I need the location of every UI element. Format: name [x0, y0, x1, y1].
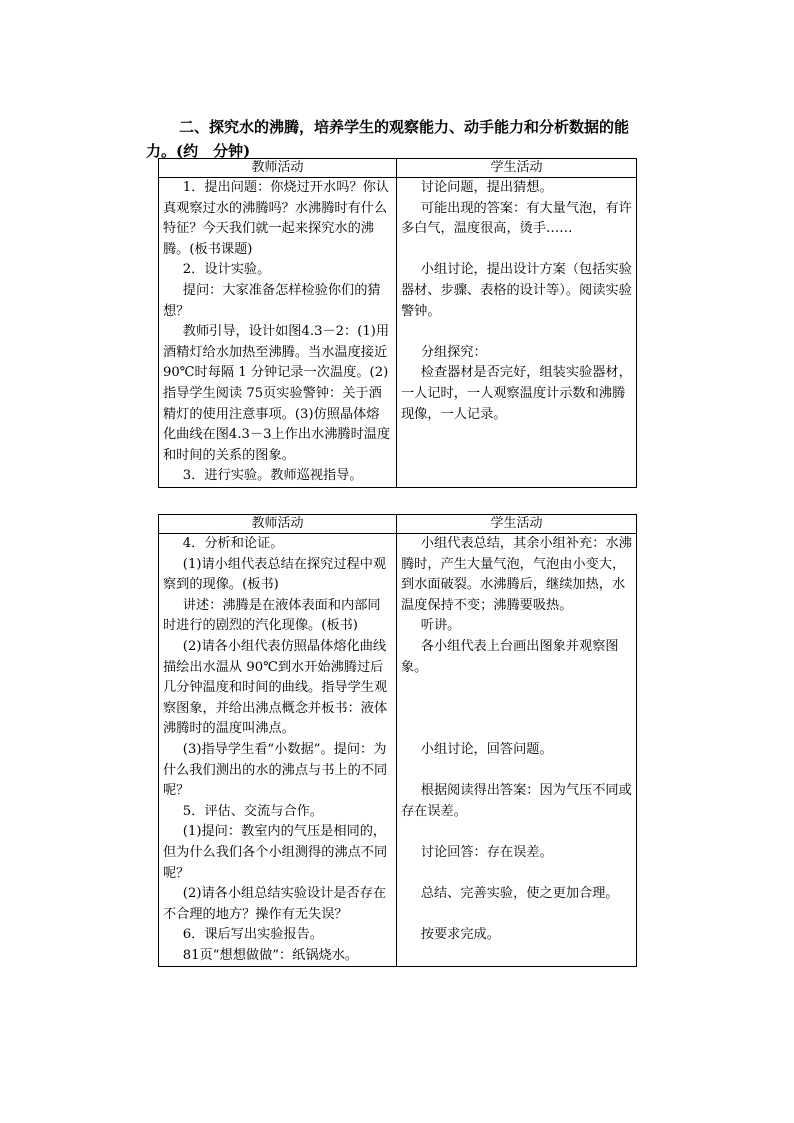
teacher-paragraph: 1．提出问题：你烧过开水吗？你认真观察过水的沸腾吗？水沸腾时有什么特征？今天我们就一起来探究水的沸腾。(板书课题) — [163, 180, 389, 257]
student-paragraph: 听讲。 — [420, 618, 461, 634]
spacer — [401, 322, 632, 343]
teacher-activity-header: 教师活动 — [159, 159, 397, 178]
teacher-paragraph: 4．分析和论证。 — [182, 536, 284, 551]
table-header-row — [159, 159, 637, 178]
table-header-row — [159, 515, 637, 534]
teacher-paragraph: 提问：大家准备怎样检验你们的猜想？ — [163, 282, 381, 319]
teacher-paragraph: (1)提问：教室内的气压是相同的，但为什么我们各个小组测得的沸点不同呢？ — [163, 824, 388, 881]
teacher-paragraph: 教师引导，设计如图4.3－2：(1)用酒精灯给水加热至沸腾。当水温度接近 90℃时每隔 1 分钟记录一次温度。(2)指导学生阅读 75页实验警钟：关于酒精灯的使用注意事项。(3)仿照晶体熔化曲线在图4.3－3上作出水沸腾时温度和时间的关系的图象。 — [163, 324, 391, 463]
spacer — [401, 240, 632, 261]
teacher-paragraph: 3．进行实验。教师巡视指导。 — [182, 468, 363, 484]
teacher-paragraph: 81页“想想做做”：纸锅烧水。 — [182, 947, 359, 963]
teacher-activity-cell — [159, 178, 397, 488]
student-paragraph: 小组讨论，提出设计方案（包括实验器材、步骤、表格的设计等）。阅读实验警钟。 — [401, 262, 632, 319]
spacer — [401, 864, 632, 885]
teacher-paragraph: (2)请各小组代表仿照晶体熔化曲线描绘出水温从 90℃到水开始沸腾过后几分钟温度和时间的曲线。指导学生观察图象，并给出沸点概念并板书：液体沸腾时的温度叫沸点。 — [163, 638, 388, 737]
spacer — [401, 719, 632, 740]
teacher-paragraph: 5．评估、交流与合作。 — [182, 803, 324, 819]
activity-table-1 — [158, 158, 637, 488]
teacher-paragraph: (1)请小组代表总结在探究过程中观察到的现像。(板书) — [163, 556, 387, 593]
student-paragraph: 按要求完成。 — [420, 927, 500, 943]
teacher-paragraph: 6．课后写出实验报告。 — [182, 927, 324, 943]
student-paragraph: 讨论问题，提出猜想。 — [420, 180, 553, 195]
spacer — [401, 822, 632, 843]
teacher-paragraph: (3)指导学生看“小数据”。提问：为什么我们测出的水的沸点与书上的不同呢？ — [163, 741, 388, 799]
student-paragraph: 小组讨论，回答问题。 — [420, 741, 553, 757]
student-paragraph: 总结、完善实验，使之更加合理。 — [420, 886, 619, 902]
student-activity-cell — [397, 534, 637, 967]
student-paragraph: 可能出现的答案：有大量气泡，有许多白气，温度很高，烫手…… — [401, 200, 632, 237]
teacher-activity-header: 教师活动 — [159, 515, 397, 534]
table-row — [159, 178, 637, 488]
student-paragraph: 检查器材是否完好，组装实验器材，一人记时，一人观察温度计示数和沸腾现像，一人记录。 — [401, 365, 632, 422]
student-paragraph: 小组代表总结，其余小组补充：水沸腾时，产生大量气泡，气泡由小变大，到水面破裂。水沸腾后，继续加热，水温度保持不变；沸腾要吸热。 — [401, 536, 632, 613]
spacer — [401, 699, 632, 720]
spacer — [401, 678, 632, 699]
student-paragraph: 分组探究： — [420, 344, 487, 360]
section-heading: 二、探究水的沸腾，培养学生的观察能力、动手能力和分析数据的能力。(约 分钟) — [146, 118, 630, 160]
student-paragraph: 讨论回答：存在误差。 — [420, 844, 553, 860]
teacher-paragraph: (2)请各小组总结实验设计是否存在不合理的地方？操作有无失误？ — [163, 886, 387, 922]
student-activity-header: 学生活动 — [397, 515, 637, 534]
student-paragraph: 根据阅读得出答案：因为气压不同或存在误差。 — [401, 783, 632, 819]
teacher-paragraph: 讲述：沸腾是在液体表面和内部同时进行的剧烈的汽化现像。(板书) — [163, 597, 381, 634]
student-activity-header: 学生活动 — [397, 159, 637, 178]
teacher-activity-cell — [159, 534, 397, 967]
teacher-paragraph: 2．设计实验。 — [182, 262, 271, 278]
activity-table-2 — [158, 514, 637, 967]
student-activity-cell — [397, 178, 637, 488]
spacer — [401, 905, 632, 926]
student-paragraph: 各小组代表上台画出图象并观察图象。 — [401, 638, 619, 675]
table-row — [159, 534, 637, 967]
spacer — [401, 761, 632, 782]
